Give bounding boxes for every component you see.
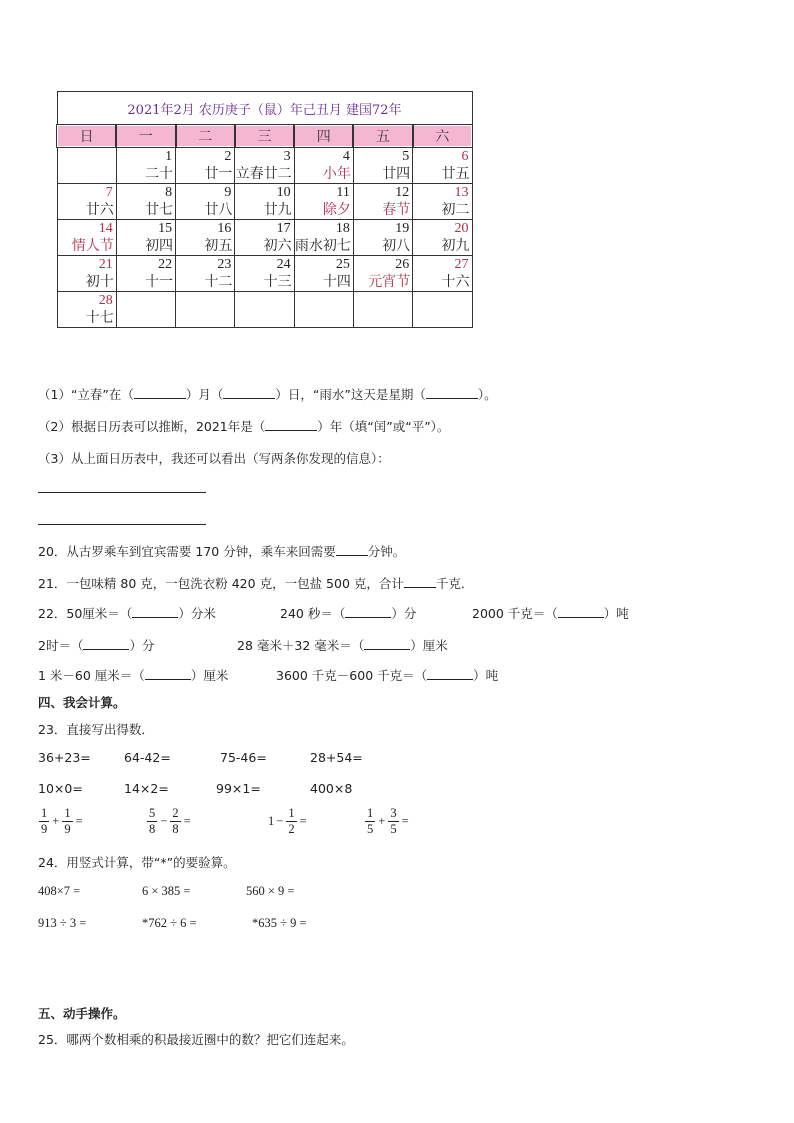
answer-line[interactable]	[38, 492, 206, 493]
day-number: 15	[158, 221, 173, 236]
calc-item: 99×1=	[216, 781, 261, 796]
question-1-1: （1）“立春”在（ ）月（ ）日，“雨水”这天是星期（ ）。	[38, 387, 497, 402]
day-number: 20	[454, 221, 469, 236]
lunar-date: 廿一	[204, 166, 233, 182]
lunar-date: 十一	[145, 274, 174, 290]
calendar-day-cell	[176, 147, 235, 184]
calc-item: 28+54=	[310, 750, 363, 765]
lunar-date: 初二	[441, 202, 470, 218]
answer-blank[interactable]	[265, 430, 317, 431]
answer-blank[interactable]	[223, 398, 275, 399]
calendar-day-cell	[57, 256, 116, 292]
calendar-day-cell	[294, 147, 353, 184]
lunar-date: 十三	[263, 274, 292, 290]
calc-item: 36+23=	[38, 750, 91, 765]
calendar-day-cell	[294, 220, 353, 256]
calendar-day-cell	[116, 256, 175, 292]
calc-item: 6 × 385 =	[142, 884, 191, 898]
lunar-date: 春节	[382, 202, 411, 218]
question-22-g: 3600 千克－600 千克＝（ ）吨	[276, 668, 499, 683]
answer-blank[interactable]	[427, 679, 473, 680]
section-4-heading: 四、我会计算。	[38, 695, 126, 710]
question-1-2: （2）根据日历表可以推断，2021年是（ ）年（填“闰”或“平”）。	[38, 419, 450, 434]
day-number: 17	[276, 221, 291, 236]
answer-blank[interactable]	[83, 649, 129, 650]
day-number: 24	[276, 257, 291, 272]
calendar-day-cell	[176, 292, 235, 328]
fraction: $\frac{1}{9}$	[41, 806, 48, 836]
calendar-day-cell	[413, 184, 472, 220]
question-23-title: 23．直接写出得数．	[38, 722, 154, 737]
calendar-day-cell	[294, 292, 353, 328]
question-25: 25．哪两个数相乘的积最接近圈中的数？把它们连起来。	[38, 1032, 354, 1047]
lunar-date: 初五	[204, 238, 233, 254]
question-1-3: （3）从上面日历表中，我还可以看出（写两条你发现的信息）：	[38, 451, 390, 466]
day-number: 13	[454, 185, 469, 200]
calendar-day-cell	[176, 184, 235, 220]
answer-blank[interactable]	[132, 617, 178, 618]
calc-item: 75-46=	[220, 750, 267, 765]
lunar-date: 十二	[204, 274, 233, 290]
day-number: 6	[461, 149, 469, 164]
fraction-expression: $\frac{1}{9}$ + $\frac{1}{9}$ =	[41, 806, 83, 836]
calendar-day-cell	[235, 292, 294, 328]
calendar-day-cell	[116, 147, 175, 184]
lunar-date: 立春廿二	[235, 166, 292, 182]
calendar-week-row	[57, 147, 472, 184]
lunar-date: 廿五	[441, 166, 470, 182]
day-number: 12	[395, 185, 410, 200]
calendar-day-cell	[116, 220, 175, 256]
day-number: 19	[395, 221, 410, 236]
lunar-date: 元宵节	[368, 274, 411, 290]
calendar-day-cell	[353, 220, 412, 256]
lunar-date: 廿四	[382, 166, 411, 182]
weekday-header: 日	[57, 125, 116, 147]
calc-item: 913 ÷ 3 =	[38, 916, 87, 930]
day-number: 14	[98, 221, 113, 236]
calendar-day-cell	[353, 147, 412, 184]
calendar-day-cell	[57, 292, 116, 328]
day-number: 4	[342, 149, 350, 164]
calendar-day-cell	[413, 256, 472, 292]
calendar-day-cell	[235, 220, 294, 256]
lunar-date: 十七	[85, 310, 114, 326]
weekday-header: 一	[116, 125, 175, 147]
lunar-date: 廿八	[204, 202, 233, 218]
question-22-e: 28 毫米＋32 毫米＝（ ）厘米	[237, 638, 448, 653]
question-20: 20．从古罗乘车到宜宾需要 170 分钟，乘车来回需要 分钟。	[38, 544, 406, 559]
day-number: 1	[165, 149, 173, 164]
calendar-week-row	[57, 256, 472, 292]
calendar-day-cell	[353, 256, 412, 292]
lunar-date: 廿九	[263, 202, 292, 218]
day-number: 27	[454, 257, 469, 272]
answer-blank[interactable]	[426, 398, 478, 399]
day-number: 25	[335, 257, 350, 272]
answer-blank[interactable]	[558, 617, 604, 618]
calc-item: 400×8	[310, 781, 353, 796]
calendar-week-row	[57, 220, 472, 256]
lunar-date: 初九	[441, 238, 470, 254]
calendar-day-cell	[116, 292, 175, 328]
fraction: $\frac{1}{2}$	[288, 806, 295, 836]
calendar-week-row	[57, 292, 472, 328]
calc-item: 560 × 9 =	[246, 884, 295, 898]
question-22-a: 22．50厘米＝（ ）分米	[38, 606, 216, 621]
lunar-date: 二十	[145, 166, 174, 182]
question-22-b: 240 秒＝（ ）分	[280, 606, 417, 621]
day-number: 8	[165, 185, 173, 200]
weekday-header: 六	[413, 125, 472, 147]
calendar-day-cell	[235, 184, 294, 220]
calendar-day-cell	[235, 256, 294, 292]
answer-blank[interactable]	[145, 679, 191, 680]
day-number: 11	[336, 185, 350, 200]
weekday-header: 三	[235, 125, 294, 147]
calendar-day-cell	[413, 147, 472, 184]
section-5-heading: 五、动手操作。	[38, 1006, 126, 1021]
calendar-day-cell	[176, 220, 235, 256]
lunar-date: 雨水初七	[294, 238, 351, 254]
day-number: 26	[395, 257, 410, 272]
day-number: 9	[224, 185, 232, 200]
calendar-week-row	[57, 184, 472, 220]
day-number: 28	[98, 293, 113, 308]
calendar-day-cell	[176, 256, 235, 292]
lunar-date: 情人节	[71, 238, 114, 254]
lunar-date: 十四	[322, 274, 351, 290]
day-number: 22	[158, 257, 173, 272]
fraction: $\frac{5}{8}$	[149, 806, 156, 836]
fraction-expression: $\frac{1}{5}$ + $\frac{3}{5}$ =	[367, 806, 409, 836]
lunar-date: 廿七	[145, 202, 174, 218]
lunar-date: 廿六	[85, 202, 114, 218]
calc-item: *635 ÷ 9 =	[252, 916, 307, 930]
calendar-day-cell	[294, 184, 353, 220]
lunar-date: 十六	[441, 274, 470, 290]
calc-item: 14×2=	[124, 781, 169, 796]
day-number: 5	[402, 149, 410, 164]
calc-item: 10×0=	[38, 781, 83, 796]
day-number: 21	[98, 257, 113, 272]
question-22-c: 2000 千克＝（ ）吨	[472, 606, 629, 621]
calendar-day-cell	[235, 147, 294, 184]
weekday-header: 五	[353, 125, 412, 147]
day-number: 3	[283, 149, 291, 164]
lunar-date: 初四	[145, 238, 174, 254]
lunar-date: 初八	[382, 238, 411, 254]
fraction: $\frac{1}{9}$	[64, 806, 71, 836]
answer-blank[interactable]	[134, 398, 186, 399]
answer-blank[interactable]	[345, 617, 391, 618]
lunar-date: 小年	[322, 166, 351, 182]
calc-item: 408×7 =	[38, 884, 81, 898]
calendar-day-cell	[413, 220, 472, 256]
calendar-title: 2021年2月 农历庚子（鼠）年己丑月 建国72年	[57, 92, 472, 126]
calendar-day-cell	[353, 292, 412, 328]
answer-line[interactable]	[38, 524, 206, 525]
day-number: 23	[217, 257, 232, 272]
day-number: 16	[217, 221, 232, 236]
fraction-expression: $\frac{5}{8}$ − $\frac{2}{8}$ =	[149, 806, 191, 836]
day-number: 10	[276, 185, 291, 200]
lunar-date: 初六	[263, 238, 292, 254]
day-number: 18	[335, 221, 350, 236]
calc-item: 64-42=	[124, 750, 171, 765]
calendar-weekday-row	[57, 125, 472, 147]
calendar-day-cell	[353, 184, 412, 220]
question-24-title: 24．用竖式计算，带“*”的要验算。	[38, 855, 236, 870]
calendar-day-cell	[57, 184, 116, 220]
fraction-expression: 1 − $\frac{1}{2}$ =	[268, 806, 307, 836]
calendar-day-cell	[57, 147, 116, 184]
lunar-date: 除夕	[322, 202, 351, 218]
fraction: $\frac{2}{8}$	[172, 806, 179, 836]
day-number: 2	[224, 149, 232, 164]
fraction: $\frac{1}{5}$	[367, 806, 374, 836]
question-21: 21．一包味精 80 克，一包洗衣粉 420 克，一包盐 500 克，合计 千克．	[38, 576, 474, 591]
weekday-header: 二	[176, 125, 235, 147]
day-number: 7	[105, 185, 113, 200]
calendar-day-cell	[116, 184, 175, 220]
calendar-day-cell	[294, 256, 353, 292]
answer-blank[interactable]	[336, 555, 368, 556]
answer-blank[interactable]	[404, 587, 436, 588]
calendar-day-cell	[413, 292, 472, 328]
lunar-date: 初十	[85, 274, 114, 290]
calc-item: *762 ÷ 6 =	[142, 916, 197, 930]
calendar-day-cell	[57, 220, 116, 256]
calendar-table	[56, 91, 473, 328]
question-22-d: 2时＝（ ）分	[38, 638, 155, 653]
weekday-header: 四	[294, 125, 353, 147]
calendar-body	[57, 147, 472, 328]
fraction: $\frac{3}{5}$	[390, 806, 397, 836]
question-22-f: 1 米－60 厘米＝（ ）厘米	[38, 668, 229, 683]
answer-blank[interactable]	[364, 649, 410, 650]
